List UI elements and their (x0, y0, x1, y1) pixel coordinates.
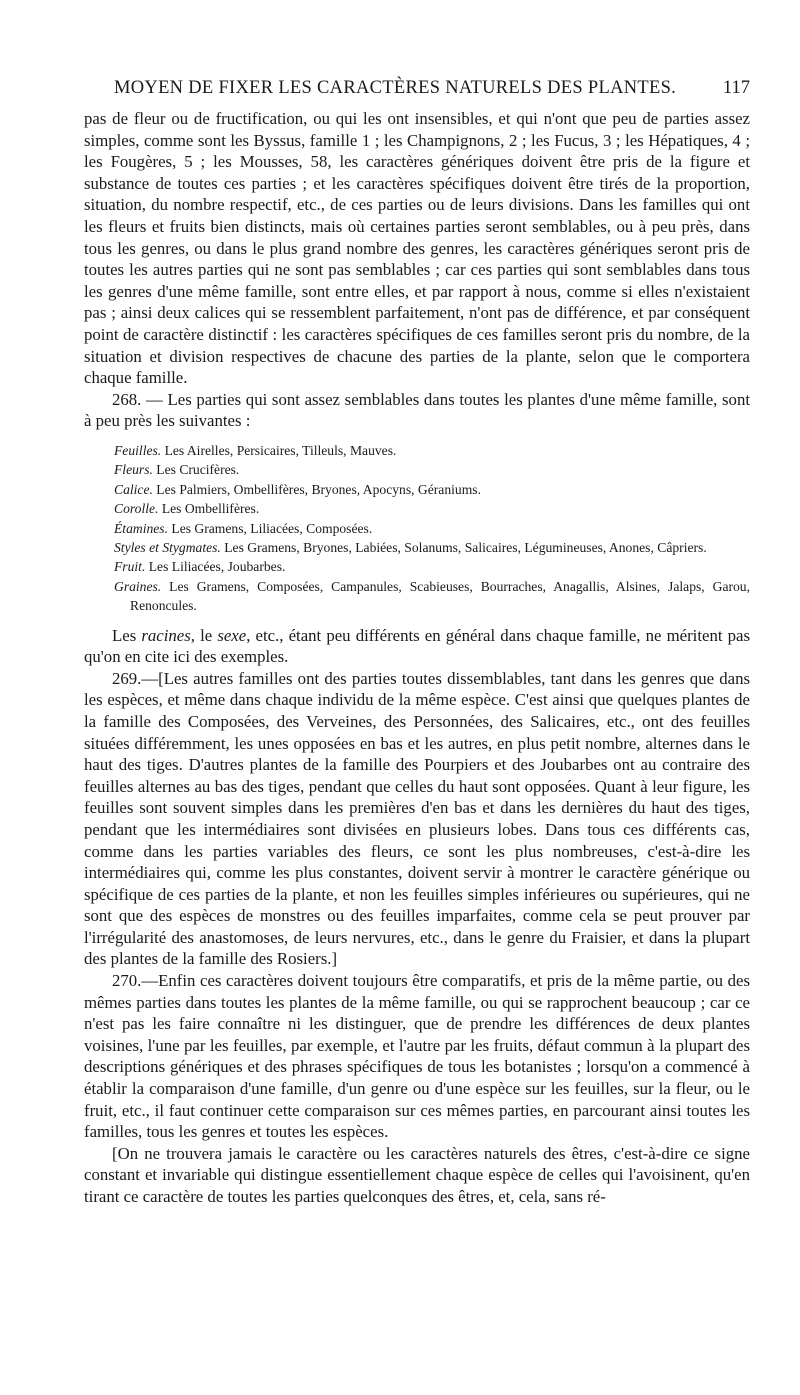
list-term: Styles et Stygmates. (114, 539, 221, 555)
paragraph-269: 269.—[Les autres familles ont des parties toutes dissemblables, tant dans les genres que dans les espèces, et même dans chaque individu de la même espèce. C'est ainsi que quelques plantes de la famille des Composées, des Verveines, des Personnées, des Salicaires, etc., ont des feuilles situées différemment, les unes opposées en bas et les autres, en plus petit nombre, alternes dans le haut des tiges. D'autres plantes de la famille des Pourpiers et des Joubarbes ont au contraire des feuilles alternes au bas des tiges, pendant que celles du haut sont opposées. Quant à leur figure, les feuilles sont souvent simples dans les premières d'en bas et dans les dernières du haut des tiges, pendant que les intermédiaires sont divisées en plusieurs lobes. Dans tous ces différents cas, comme dans les parties variables des fleurs, ce sont les plus nombreuses, c'est-à-dire les intermédiaires qui, comme les plus constantes, doivent servir à montrer le caractère générique ou spécifique de ces parties de la plante, et non les feuilles simples inférieures ou supérieures, qui ne sont que des espèces de monstres ou des feuilles imparfaites, comme cela se peut prouver par l'irrégularité des anastomoses, de leurs nervures, etc., dans le genre du Fraisier, et dans la plupart des plantes de la famille des Rosiers.] (84, 668, 750, 969)
list-text: Les Gramens, Bryones, Labiées, Solanums, Salicaires, Légumineuses, Anones, Câpriers. (220, 539, 707, 555)
list-item (114, 480, 750, 499)
list-term: Corolle. (114, 501, 159, 517)
italic-term: sexe (217, 625, 247, 645)
list-term: Fruit. (114, 559, 146, 575)
list-text: Les Crucifères. (152, 462, 240, 478)
list-item (114, 441, 750, 460)
page-header (84, 78, 750, 104)
italic-term: racines (141, 625, 191, 645)
list-term: Fleurs. (114, 462, 153, 478)
list-item (114, 519, 750, 538)
list-term: Graines. (114, 578, 162, 594)
paragraph-final: [On ne trouvera jamais le caractère ou les caractères naturels des êtres, c'est-à-dire ce signe constant et invariable qui distingue essentiellement chaque espèce de celles qui l'avoisinent, qu'en tirant ce caractère de toutes les parties quelconques des êtres, et, cela, sans ré- (84, 1143, 750, 1206)
list-item (114, 557, 750, 576)
list-text: Les Palmiers, Ombellifères, Bryones, Apocyns, Géraniums. (152, 481, 481, 497)
page-number: 117 (722, 78, 750, 98)
list-item (114, 538, 750, 557)
list-item (114, 499, 750, 518)
text-run: Les (112, 625, 142, 645)
list-text: Les Liliacées, Joubarbes. (145, 559, 286, 575)
list-text: Les Ombellifères. (158, 501, 260, 517)
list-term: Étamines. (114, 520, 168, 536)
running-title: MOYEN DE FIXER LES CARACTÈRES NATURELS DES PLANTES. (114, 78, 677, 98)
paragraph-268: 268. — Les parties qui sont assez semblables dans toutes les plantes d'une même famille, sont à peu près les suivantes : (84, 389, 750, 431)
paragraph-intro: pas de fleur ou de fructification, ou qui les ont insensibles, et qui n'ont que peu de parties assez simples, comme sont les Byssus, famille 1 ; les Champignons, 2 ; les Fucus, 3 ; les Hépatiques, 4 ; les Fougères, 5 ; les Mousses, 58, les caractères génériques doivent être pris de la figure et substance de toutes ces parties ; et les caractères spécifiques doivent être tirés de la proportion, situation, du nombre respectif, etc., de ces parties ou de leurs divisions. Dans les familles qui ont les fleurs et fruits bien distincts, mais où certaines parties seront semblables, ou à peu près, dans tous les genres, ou dans le plus grand nombre des genres, les caractères génériques seront pris de toutes les autres parties qui ne sont pas semblables ; car ces parties qui sont semblables dans tous les genres d'une même famille, sont entre elles, et par rapport à nous, comme si elles n'existaient pas ; ainsi deux calices qui se ressemblent parfaitement, n'ont pas de différence, et par conséquent point de caractère distinctif : les caractères spécifiques de ces familles seront pris du nombre, de la situation et division respectives de chacune des parties de la plante, selon que le comportera chaque famille. (84, 109, 750, 388)
list-term: Feuilles. (114, 442, 162, 458)
list-item (114, 577, 750, 616)
parts-list (114, 441, 750, 616)
page-body (84, 108, 750, 1208)
paragraph-racines (84, 625, 750, 668)
list-text: Les Gramens, Composées, Campanules, Scabieuses, Bourraches, Anagallis, Alsines, Jalaps, Garou, Renoncules. (130, 578, 750, 614)
text-run: , etc., étant peu différents en général dans chaque famille, ne méritent pas qu'on en cite ici des exemples. (84, 625, 750, 667)
list-item (114, 460, 750, 479)
list-text: Les Gramens, Liliacées, Composées. (168, 520, 373, 536)
paragraph-270: 270.—Enfin ces caractères doivent toujours être comparatifs, et pris de la même partie, ou des mêmes parties dans toutes les plantes de la même famille, ou qui se rapprochent beaucoup ; car ce n'est pas les faire connaître ni les distinguer, que de prendre les différences de deux plantes voisines, l'une par les feuilles, par exemple, et l'autre par les fruits, défaut commun à la plupart des descriptions génériques et des phrases spécifiques de tous les botanistes ; lorsqu'on a commencé à établir la comparaison d'une famille, d'un genre ou d'une espèce sur les feuilles, sur la fleur, ou le fruit, etc., il faut continuer cette comparaison sur ces mêmes parties, en parcourant ainsi toutes les familles, tous les genres et toutes les espèces. (84, 971, 750, 1142)
text-run: , le (190, 625, 218, 645)
list-term: Calice. (114, 481, 153, 497)
list-text: Les Airelles, Persicaires, Tilleuls, Mauves. (161, 442, 397, 458)
